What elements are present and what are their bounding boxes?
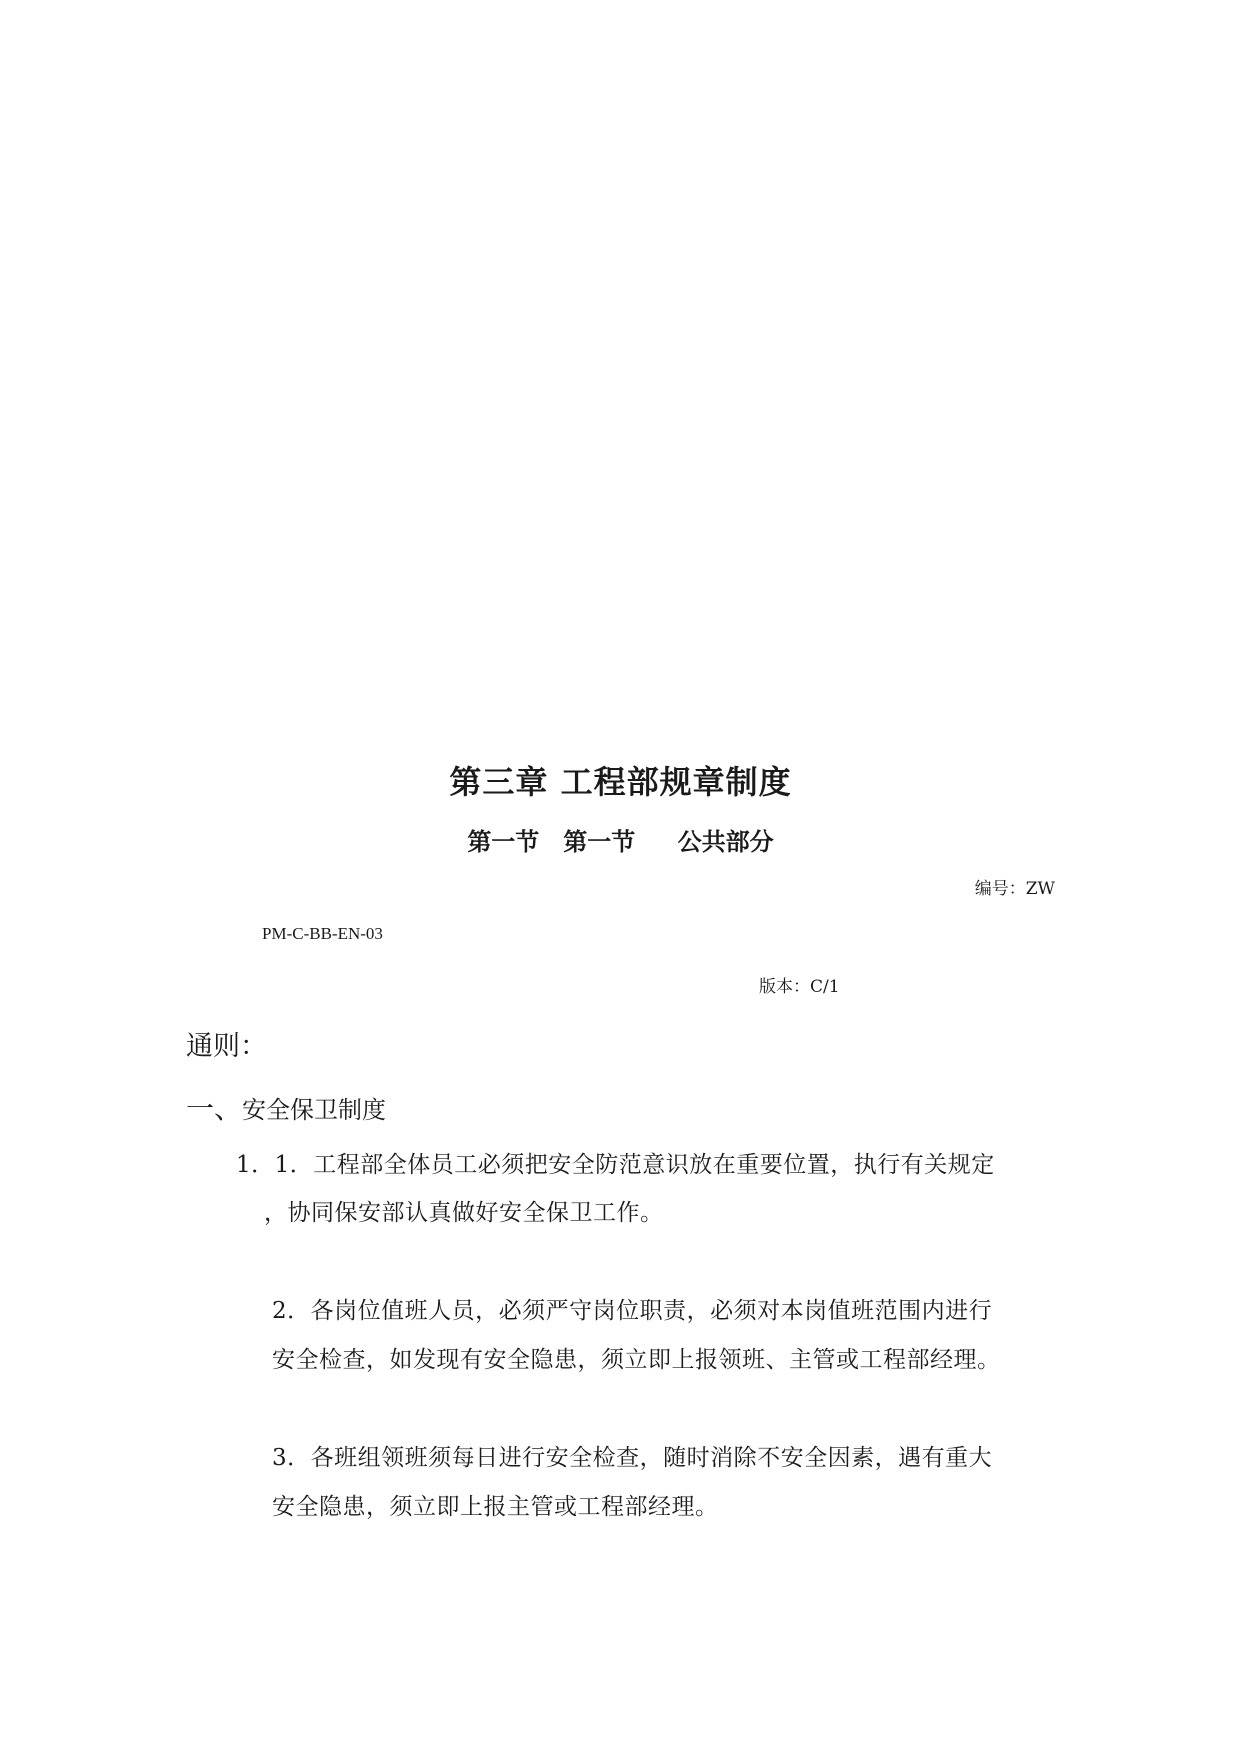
part-heading	[186, 1087, 386, 1127]
document-number-label: 编号：ZW	[974, 879, 1055, 899]
section-title: 第一节 第一节 公共部分	[467, 827, 774, 856]
part-number: 一、	[186, 1092, 243, 1125]
list-item-2-line-1: 2．各岗位值班人员，必须严守岗位职责，必须对本岗值班范围内进行	[272, 1298, 993, 1324]
list-item-1-line-1: 1．1．工程部全体员工必须把安全防范意识放在重要位置，执行有关规定	[236, 1152, 995, 1178]
chapter-title: 第三章 工程部规章制度	[449, 763, 792, 801]
list-item-3-line-1: 3．各班组领班须每日进行安全检查，随时消除不安全因素，遇有重大	[272, 1445, 993, 1471]
list-item-2-line-2: 安全检查，如发现有安全隐患，须立即上报领班、主管或工程部经理。	[272, 1347, 1001, 1373]
version-label: 版本：C/1	[759, 977, 840, 997]
list-item-3-line-2: 安全隐患，须立即上报主管或工程部经理。	[272, 1494, 719, 1520]
list-item-1-line-2: ，协同保安部认真做好安全保卫工作。	[264, 1200, 664, 1226]
document-number-code: PM-C-BB-EN-03	[262, 924, 383, 943]
part-title: 安全保卫制度	[242, 1096, 387, 1124]
general-heading: 通则：	[186, 1031, 267, 1062]
